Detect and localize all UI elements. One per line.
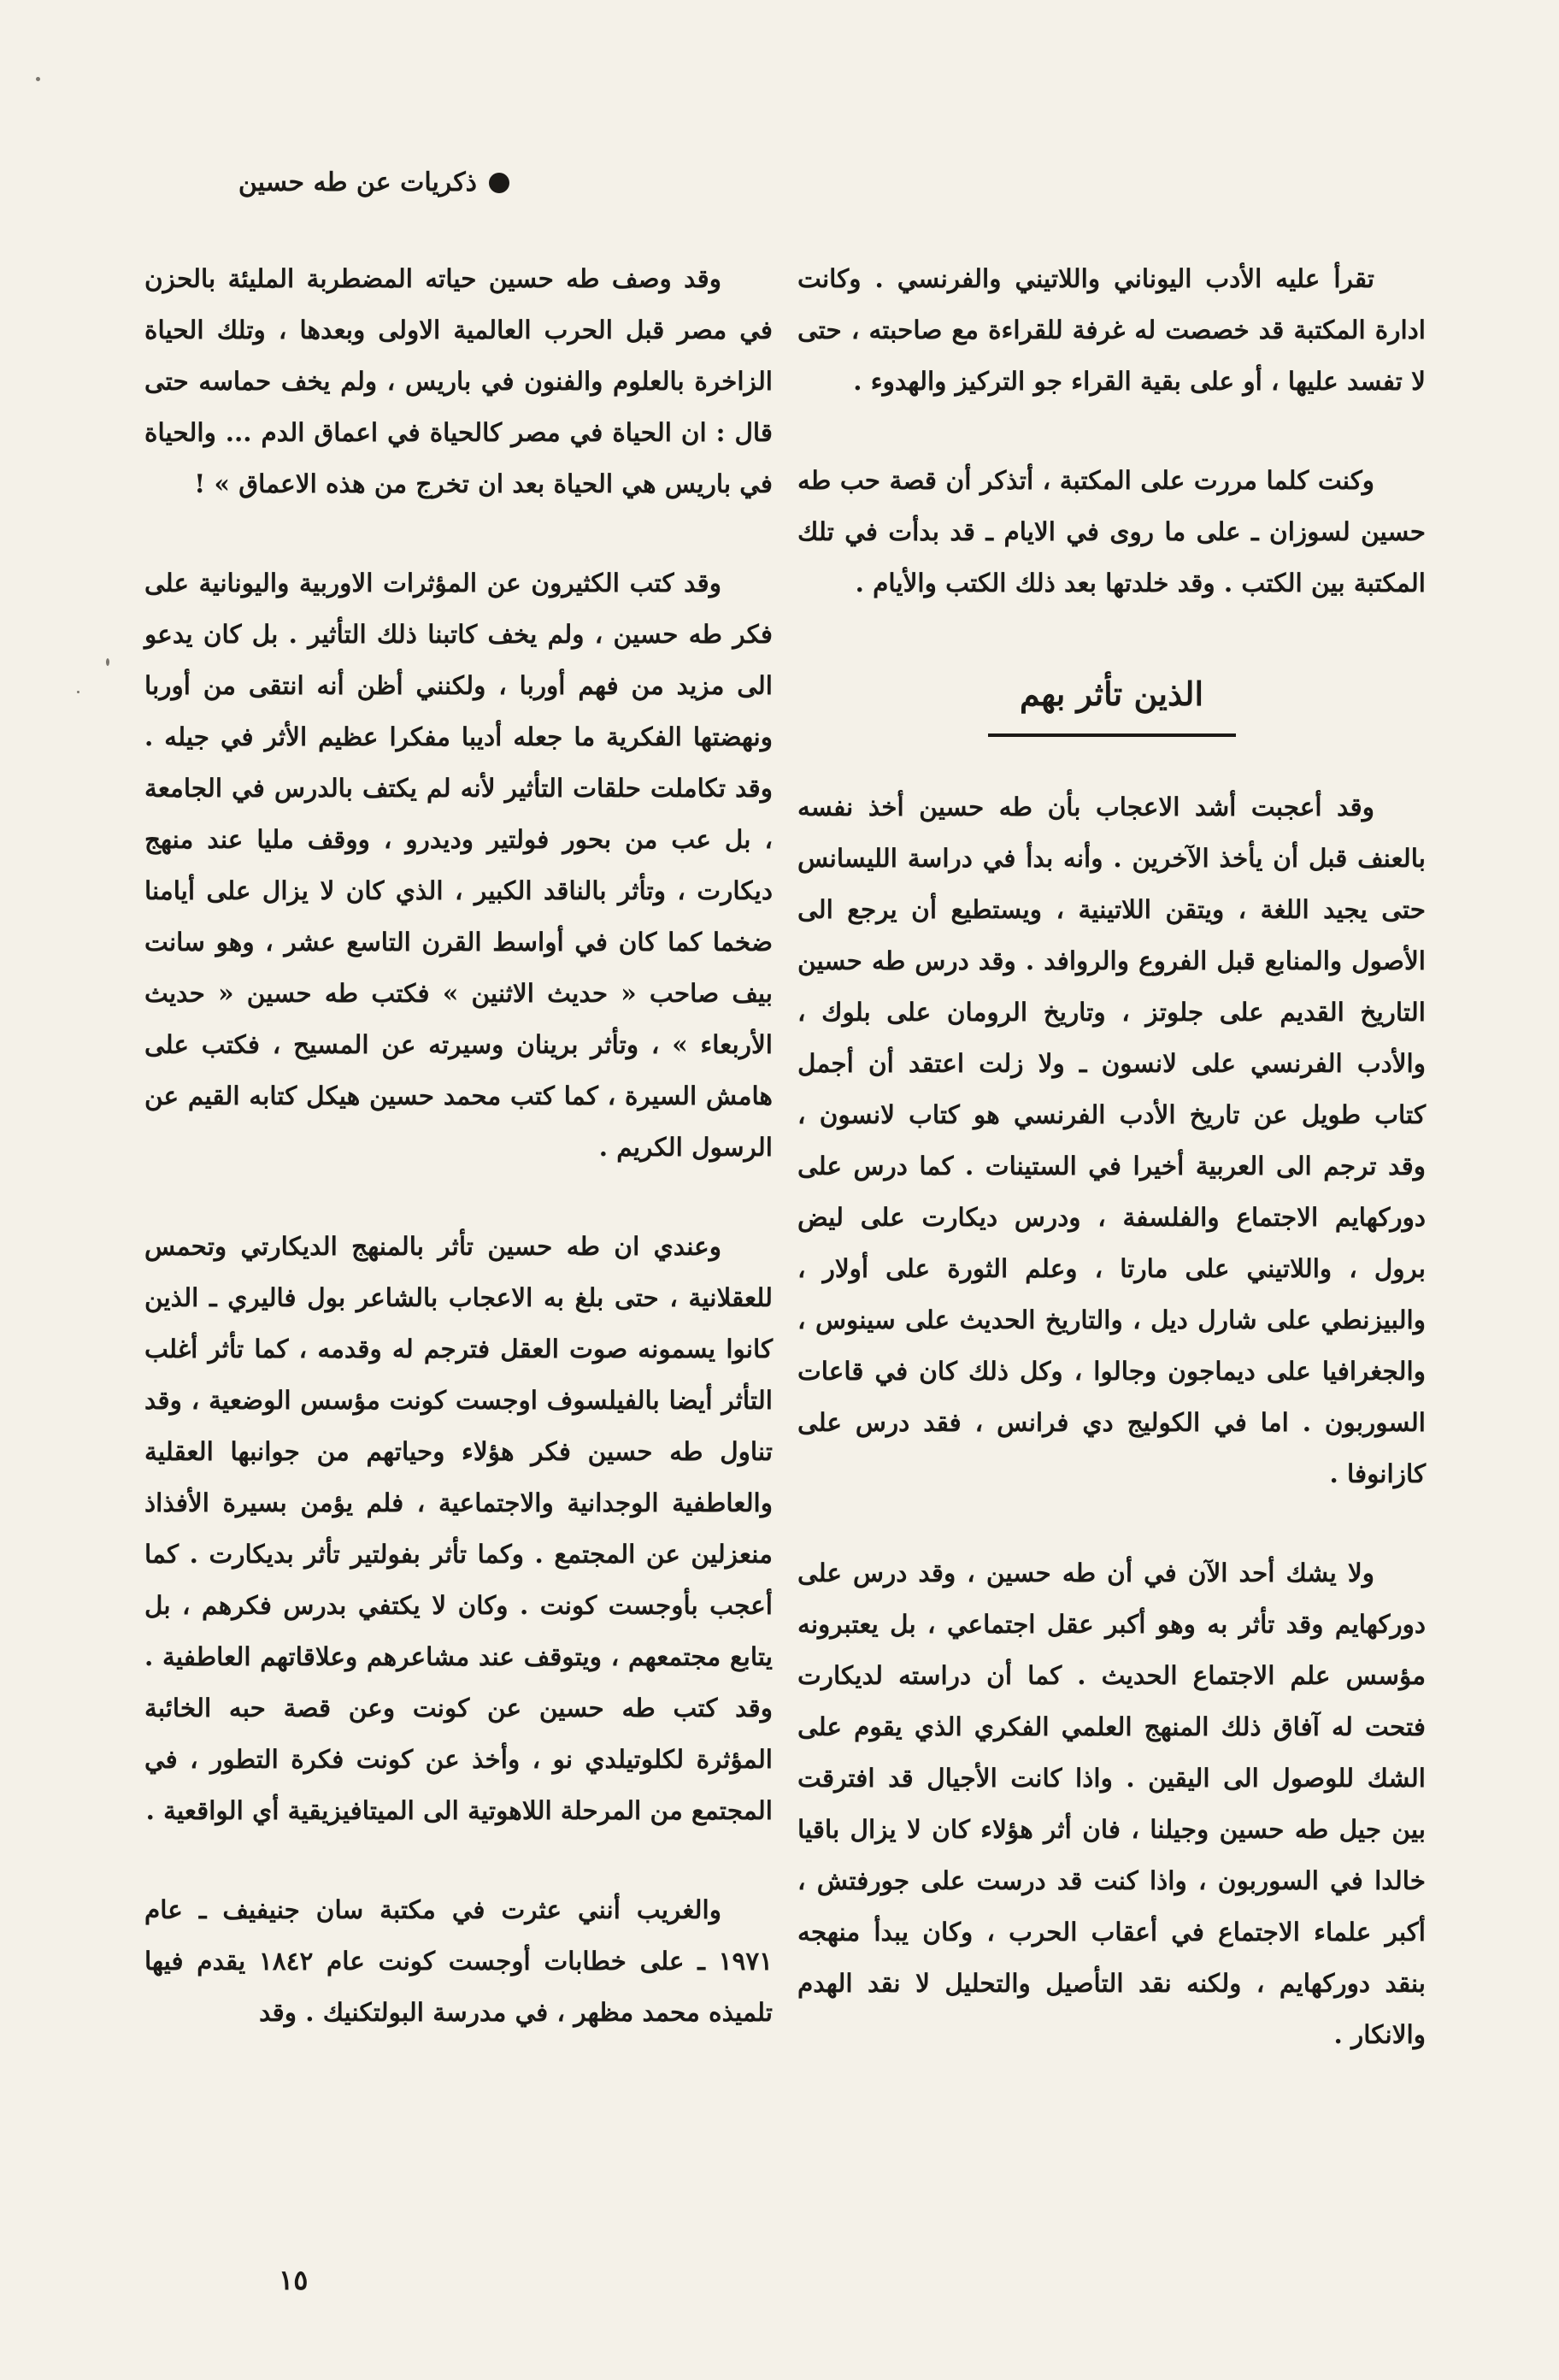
left-column: [144, 253, 773, 2038]
paragraph: ولا يشك أحد الآن في أن طه حسين ، وقد درس على دوركهايم وقد تأثر به وهو أكبر عقل اجتماعي ، بل يعتبرونه مؤسس علم الاجتماع الحديث . كما أن دراسته لديكارت فتحت له آفاق ذلك المنهج العلمي الفكري الذي يقوم على الشك للوصول الى اليقين . واذا كانت الأجيال قد افترقت بين جيل طه حسين وجيلنا ، فان أثر هؤلاء كان لا يزال باقيا خالدا في السوربون ، واذا كنت قد درست على جورفتش ، أكبر علماء الاجتماع في أعقاب الحرب ، وكان يبدأ منهجه بنقد دوركهايم ، ولكنه نقد التأصيل والتحليل لا نقد الهدم والانكار .: [797, 1558, 1426, 2049]
print-speck: [36, 77, 40, 81]
page-number: ١٥: [279, 2264, 309, 2296]
print-speck: [106, 658, 109, 666]
bullet-icon: [489, 173, 509, 193]
heading-underline: [988, 733, 1236, 737]
section-heading: الذين تأثر بهم: [1019, 675, 1204, 713]
paragraph: وقد كتب الكثيرون عن المؤثرات الاوربية واليونانية على فكر طه حسين ، ولم يخف كاتبنا ذلك التأثير . بل كان يدعو الى مزيد من فهم أوربا ، ولكنني أظن أنه انتقى من أوربا ونهضتها الفكرية ما جعله أديبا مفكرا عظيم الأثر في جيله . وقد تكاملت حلقات التأثير لأنه لم يكتف بالدرس في الجامعة ، بل عب من بحور فولتير وديدرو ، ووقف مليا عند منهج ديكارت ، وتأثر بالناقد الكبير ، الذي كان لا يزال على أيامنا ضخما كما كان في أواسط القرن التاسع عشر ، وهو سانت بيف صاحب « حديث الاثنين » فكتب طه حسين « حديث الأربعاء » ، وتأثر برينان وسيرته عن المسيح ، فكتب على هامش السيرة ، كما كتب محمد حسين هيكل كتابه القيم عن الرسول الكريم .: [144, 568, 773, 1162]
print-speck: [77, 691, 79, 693]
running-head: [168, 168, 509, 197]
right-column: [797, 253, 1426, 2060]
paragraph: تقرأ عليه الأدب اليوناني واللاتيني والفرنسي . وكانت ادارة المكتبة قد خصصت له غرفة للقراءة مع صاحبته ، حتى لا تفسد عليها ، أو على بقية القراء جو التركيز والهدوء .: [797, 263, 1426, 396]
running-title: ذكريات عن طه حسين: [238, 168, 477, 197]
paragraph: وعندي ان طه حسين تأثر بالمنهج الديكارتي وتحمس للعقلانية ، حتى بلغ به الاعجاب بالشاعر بول فاليري ـ الذين كانوا يسمونه صوت العقل فترجم له وقدمه ، كما تأثر أغلب التأثر أيضا بالفيلسوف اوجست كونت مؤسس الوضعية ، وقد تناول طه حسين فكر هؤلاء وحياتهم من جوانبها العقلية والعاطفية الوجدانية والاجتماعية ، فلم يؤمن بسيرة الأفذاذ منعزلين عن المجتمع . وكما تأثر بفولتير تأثر بديكارت . كما أعجب بأوجست كونت . وكان لا يكتفي بدرس فكرهم ، بل يتابع مجتمعهم ، ويتوقف عند مشاعرهم وعلاقاتهم العاطفية . وقد كتب طه حسين عن كونت وعن قصة حبه الخائبة المؤثرة لكلوتيلدي نو ، وأخذ عن كونت فكرة التطور ، في المجتمع من المرحلة اللاهوتية الى الميتافيزيقية أي الواقعية .: [144, 1231, 773, 1825]
paragraph: وكنت كلما مررت على المكتبة ، أتذكر أن قصة حب طه حسين لسوزان ـ على ما روى في الايام ـ قد بدأت في تلك المكتبة بين الكتب . وقد خلدتها بعد ذلك الكتب والأيام .: [797, 465, 1426, 598]
paragraph: وقد أعجبت أشد الاعجاب بأن طه حسين أخذ نفسه بالعنف قبل أن يأخذ الآخرين . وأنه بدأ في دراسة الليسانس حتى يجيد اللغة ، ويتقن اللاتينية ، ويستطيع أن يرجع الى الأصول والمنابع قبل الفروع والروافد . وقد درس طه حسين التاريخ القديم على جلوتز ، وتاريخ الرومان على بلوك ، والأدب الفرنسي على لانسون ـ ولا زلت اعتقد أن أجمل كتاب طويل عن تاريخ الأدب الفرنسي هو كتاب لانسون ، وقد ترجم الى العربية أخيرا في الستينات . كما درس على دوركهايم الاجتماع والفلسفة ، ودرس ديكارت على ليض برول ، واللاتيني على مارتا ، وعلم الثورة على أولار ، والبيزنطي على شارل ديل ، والتاريخ الحديث على سينوس ، والجغرافيا على ديماجون وجالوا ، وكل ذلك كان في قاعات السوربون . اما في الكوليج دي فرانس ، فقد درس على كازانوفا .: [797, 792, 1426, 1488]
paragraph: والغريب أنني عثرت في مكتبة سان جنيفيف ـ عام ١٩٧١ ـ على خطابات أوجست كونت عام ١٨٤٢ يقدم فيها تلميذه محمد مظهر ، في مدرسة البولتكنيك . وقد: [144, 1894, 774, 2027]
paragraph: وقد وصف طه حسين حياته المضطربة المليئة بالحزن في مصر قبل الحرب العالمية الاولى وبعدها ، وتلك الحياة الزاخرة بالعلوم والفنون في باريس ، ولم يخف حماسه حتى قال : ان الحياة في مصر كالحياة في اعماق الدم ... والحياة في باريس هي الحياة بعد ان تخرج من هذه الاعماق » !: [144, 263, 773, 498]
